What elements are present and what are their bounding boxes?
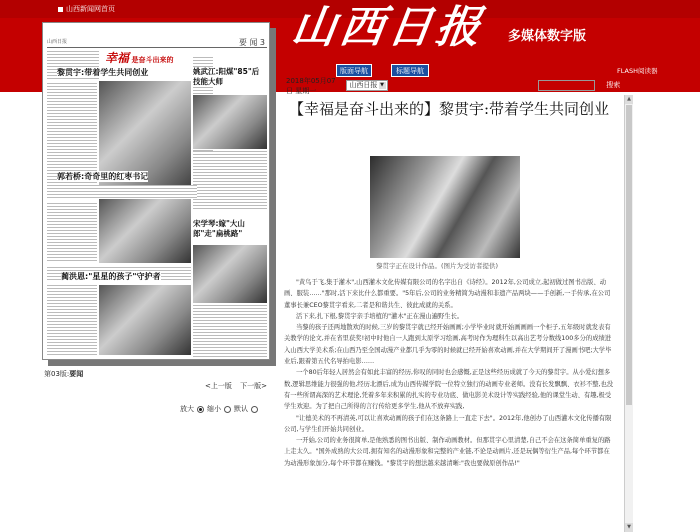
- home-link[interactable]: [58, 4, 115, 14]
- prev-page-link[interactable]: <上一版: [205, 382, 232, 390]
- edition-subtitle: 多媒体数字版: [508, 29, 587, 44]
- pager: [205, 381, 273, 391]
- square-bullet-icon: [58, 7, 63, 12]
- article-paragraph: 一个80后年轻人居然会有如此丰富的经历,你叹的同时也会感慨,正是这些经历成就了今天的黎贯宇。从小爱幻想多数,逻辑思维能力很强的他,经历北漂后,成为山西传媒学院一位特立独行的动画专业老师。没有长发飘飘、衣衫不整,也没有一些所谓高深的艺术理论,凭着多年来积累的扎实的专业功底、做电影美术设计等实践经验,他的课堂生动、有趣,极受学生欢迎。为了把自己所得的言行传给更多学生,他从不放弃实践,: [284, 369, 614, 411]
- article-body: [284, 277, 614, 469]
- text-column: [47, 285, 97, 357]
- article-panel: [280, 95, 624, 532]
- text-column: [47, 203, 97, 263]
- zoom-controls: [180, 404, 258, 414]
- article-paragraph: 当黎的孩子还两地散欢的时候,三岁的黎贯宇就已经开始画画;小学毕业时就开始画画画一个柜子,五年级时就发表有关教学的论文,并在省里获奖!初中时他自一人跑到太原学习绘画,高考时作为理科生以高出艺考分数线100多分的成绩进入山西大学美术系;在山西乃至全国动漫产业都几乎为零的时候就已经开始喜欢动画,并在大学期间开了漫画书吧;大学毕业后,跟着第五代名导拍电影……: [284, 324, 612, 366]
- news-photo[interactable]: [193, 95, 267, 149]
- page-label: [44, 369, 83, 379]
- next-page-link[interactable]: 下一版>: [240, 382, 267, 390]
- flash-reader-link[interactable]: FLASH阅读器: [617, 67, 658, 75]
- page-header-paper: 山西日报: [47, 39, 68, 45]
- scroll-up-icon[interactable]: ▲: [625, 95, 633, 104]
- article-title: 【幸福是奋斗出来的】黎贯宇:带着学生共同创业: [288, 100, 610, 118]
- title-nav-button[interactable]: 标题导航: [391, 64, 429, 77]
- newspaper-logo: 山西日报: [288, 2, 488, 53]
- article-paragraph: 一开始,公司的业务很简单,是他熟悉的图书出版、制作动画教材。但那贯宇心里清楚,自己不会在这条简单重复的路上走太久。"国外成熟的大公司,拥有知名的动漫形象和完整的产业链,不论是动画片,还是玩偶等衍生产品,每个环节都在为动漫形象加分,每个环节都在赚钱。"黎贯宇的想法越来越清晰:"我也要做原创作品!": [284, 437, 611, 467]
- text-column: [47, 83, 97, 183]
- zoom-large-radio[interactable]: [197, 406, 204, 413]
- toolbar: [286, 76, 626, 95]
- search-button[interactable]: 搜索: [601, 80, 626, 91]
- text-column: [47, 185, 197, 199]
- scrollbar-thumb[interactable]: [626, 105, 632, 405]
- scroll-down-icon[interactable]: ▼: [625, 523, 633, 532]
- zoom-large-label: 放大: [180, 405, 194, 413]
- paper-select-value: 山西日报: [349, 81, 378, 89]
- home-link-label: 山西新闻网首页: [66, 5, 115, 13]
- article-paragraph: 活下来,扎下根,黎贯宇亲手培植的"灌木"正在漫山遍野生长。: [296, 312, 464, 320]
- article-paragraph: "黄鸟于飞,集于灌木",山西灌木文化传媒有限公司的名字出自《诗经》。2012年,公司成立,起初做过图书出版、动画、服装……"那时,活下来比什么都重要。"5年后,公司的业务精简为动漫和非遗产品两块——手创新,一手传承,在公司董事长兼CEO黎贯宇看来,二者是和谐共生、彼此成就的关系。: [284, 279, 611, 309]
- article-caption: 黎贯宇正在设计作品。(图片为受访者提供): [376, 262, 499, 270]
- article-paragraph: "让德美术的不再清英,可以让喜欢动画的孩子们在这条路上一直走下去"。2012年,他创办了山西灌木文化传播有限公司,与学生们开始共同创业。: [284, 414, 612, 433]
- zoom-small-label: 缩小: [207, 405, 221, 413]
- section-nav-button[interactable]: 版面导航: [336, 64, 372, 77]
- news-photo[interactable]: [193, 245, 267, 303]
- text-column: [193, 151, 267, 211]
- zoom-small-radio[interactable]: [224, 406, 231, 413]
- search-input[interactable]: [538, 80, 595, 91]
- headline-link[interactable]: 姚武江:阳煤"85"后技能大师: [193, 67, 263, 87]
- headline-link[interactable]: 郭若桥:奇奇里的红枣书记: [57, 172, 149, 181]
- page-header: [47, 36, 267, 48]
- page-header-section: 要 闻 3: [238, 38, 265, 47]
- page-thumbnail[interactable]: [42, 22, 270, 360]
- banner-text: 是奋斗出来的: [131, 56, 174, 64]
- headline-link[interactable]: 蔺洪恩:"星星的孩子"守护者: [61, 272, 161, 281]
- zoom-default-label: 默认: [234, 405, 248, 413]
- news-photo[interactable]: [99, 285, 191, 355]
- text-column: [193, 305, 267, 357]
- paper-select[interactable]: [346, 80, 387, 91]
- chevron-down-icon: ▼: [380, 82, 385, 88]
- page-label-prefix: 第03版:: [44, 370, 70, 378]
- headline-link[interactable]: 黎贯宇:带着学生共同创业: [57, 68, 149, 77]
- headline-link[interactable]: 宋学琴:嫁"大山郎"走"扁桃路": [193, 219, 265, 239]
- banner-prefix: 幸福: [105, 51, 130, 65]
- article-scrollbar[interactable]: [624, 95, 633, 532]
- article-photo: [370, 156, 520, 258]
- page-banner: [105, 49, 173, 66]
- news-photo[interactable]: [99, 199, 191, 263]
- page-label-name: 要闻: [69, 370, 84, 378]
- zoom-default-radio[interactable]: [251, 406, 258, 413]
- issue-date: 2018年05月07日 星期一: [286, 76, 336, 95]
